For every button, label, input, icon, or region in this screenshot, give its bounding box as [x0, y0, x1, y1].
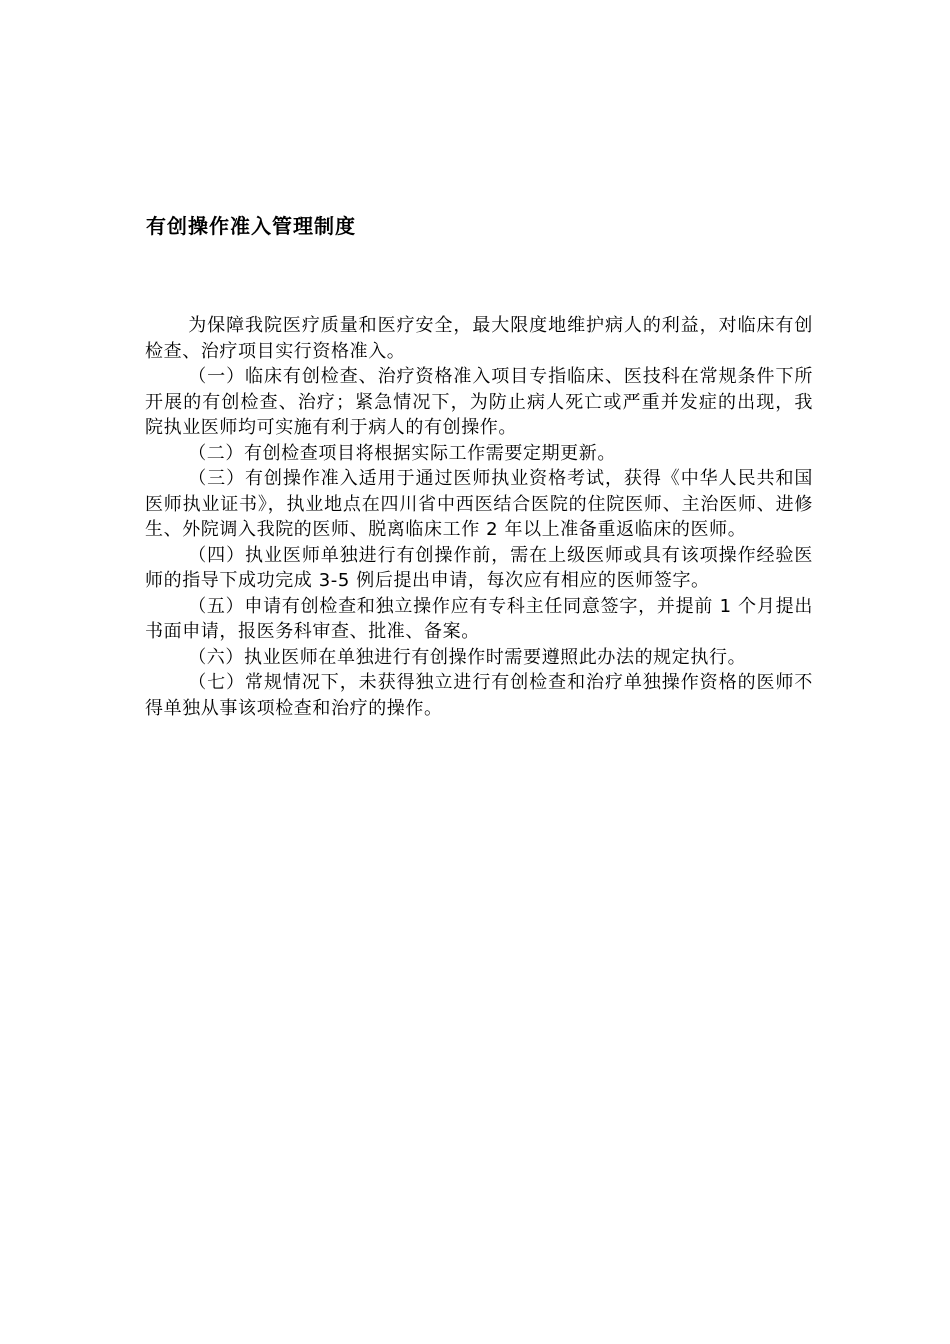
paragraph-item-3: （三）有创操作准入适用于通过医师执业资格考试，获得《中华人民共和国医师执业证书》，执业地点在四川省中西医结合医院的住院医师、主治医师、进修生、外院调入我院的医师、脱离临床工作 2 年以上准备重返临床的医师。 — [145, 468, 813, 540]
paragraph-item-6: （六）执业医师在单独进行有创操作时需要遵照此办法的规定执行。 — [188, 646, 747, 668]
paragraph-item-1: （一）临床有创检查、治疗资格准入项目专指临床、医技科在常规条件下所开展的有创检查、治疗；紧急情况下，为防止病人死亡或严重并发症的出现，我院执业医师均可实施有利于病人的有创操作。 — [145, 366, 813, 438]
document-body — [145, 313, 813, 721]
paragraph-item-4: （四）执业医师单独进行有创操作前，需在上级医师或具有该项操作经验医师的指导下成功完成 3-5 例后提出申请，每次应有相应的医师签字。 — [145, 544, 813, 591]
paragraph-item-2: （二）有创检查项目将根据实际工作需要定期更新。 — [188, 442, 616, 464]
paragraph-item-7: （七）常规情况下，未获得独立进行有创检查和治疗单独操作资格的医师不得单独从事该项检查和治疗的操作。 — [145, 672, 813, 719]
paragraph-intro: 为保障我院医疗质量和医疗安全，最大限度地维护病人的利益，对临床有创检查、治疗项目实行资格准入。 — [145, 315, 813, 362]
paragraph-item-5: （五）申请有创检查和独立操作应有专科主任同意签字，并提前 1 个月提出书面申请，报医务科审查、批准、备案。 — [145, 595, 813, 642]
document-title: 有创操作准入管理制度 — [146, 214, 356, 238]
